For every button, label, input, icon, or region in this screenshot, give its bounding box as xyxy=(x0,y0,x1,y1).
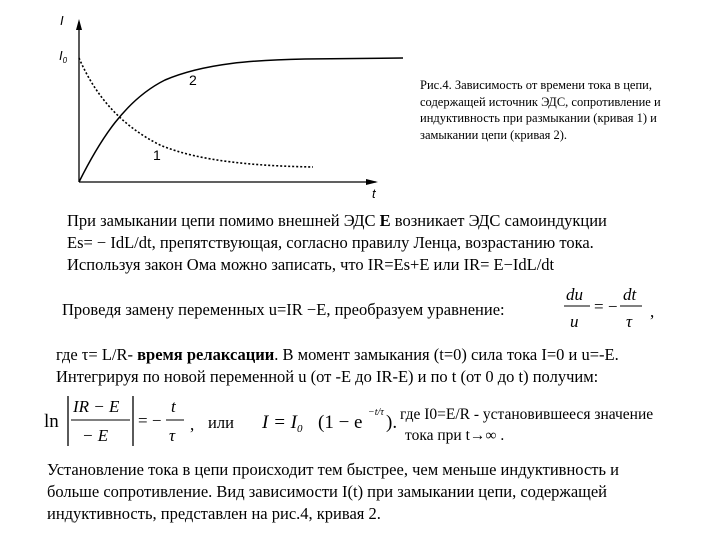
bold-relaxation-time: время релаксации xyxy=(137,345,275,364)
axis-t-label: t xyxy=(372,186,376,200)
eq2-comma: , xyxy=(190,415,195,434)
eq2-tau: τ xyxy=(169,426,176,445)
equation-du-u xyxy=(560,282,670,334)
curve-1-label: 1 xyxy=(153,147,161,163)
figure-caption: Рис.4. Зависимость от времени тока в цепи, содержащей источник ЭДС, сопротивление и индуктивность при размыкании (кривая 1) и замыкании цепи (кривая 2). xyxy=(420,78,661,142)
eq1-dt: dt xyxy=(623,285,637,304)
paragraph-4-line-1: Установление тока в цепи происходит тем быстрее, чем меньше индуктивность и xyxy=(47,460,619,479)
i0-label: $I_0$ xyxy=(59,48,68,65)
note-line-2: тока при t→∞ . xyxy=(405,427,505,444)
eq2-denominator: − E xyxy=(82,426,109,445)
eq3-exponent: −t/τ xyxy=(368,407,384,418)
note-line-1: где I0=E/R - установившееся значение xyxy=(400,406,654,423)
paragraph-4-line-3: индуктивность, представлен на рис.4, кривая 2. xyxy=(47,504,381,523)
paragraph-1-line-1 xyxy=(67,210,607,231)
text-fragment: При замыкании цепи помимо внешней ЭДС xyxy=(67,211,380,230)
equation-ln xyxy=(44,392,204,452)
eq3-lhs: $I = I_0$ xyxy=(262,412,303,435)
current-time-graph xyxy=(0,0,420,200)
eq3-close: ). xyxy=(386,412,398,433)
eq2-ln: ln xyxy=(44,411,59,432)
axis-i-label: I xyxy=(60,13,64,28)
eq2-numerator: IR − E xyxy=(73,397,120,416)
eq1-u: u xyxy=(570,312,579,331)
text-fragment: . В момент замыкания (t=0) сила тока I=0 и u=-E. xyxy=(274,345,619,364)
i-axis-arrow xyxy=(76,19,82,30)
paragraph-3-line-2: Интегрируя по новой переменной u (от -E до IR-E) и по t (от 0 до t) получим: xyxy=(56,367,599,386)
eq3-paren: (1 − e xyxy=(318,412,363,433)
text-fragment: где τ= L/R- xyxy=(56,345,138,364)
paragraph-1-line-2: Es= − IdL/dt, препятствующая, согласно правилу Ленца, возрастанию тока. xyxy=(67,233,594,252)
eq1-du: du xyxy=(566,285,583,304)
bold-emf: E xyxy=(379,211,391,230)
text-fragment: возникает ЭДС самоиндукции xyxy=(390,211,607,230)
eq2-equals-minus: = − xyxy=(138,411,162,430)
t-axis-arrow xyxy=(366,179,378,185)
paragraph-3-line-1 xyxy=(56,344,619,365)
paragraph-4-line-2: больше сопротивление. Вид зависимости I(t) при замыкании цепи, содержащей xyxy=(47,482,608,501)
eq1-equals-minus: = − xyxy=(594,297,618,316)
equation-current xyxy=(262,398,402,438)
eq1-tau: τ xyxy=(626,312,633,331)
eq2-t: t xyxy=(171,397,176,416)
paragraph-1-line-3: Используя закон Ома можно записать, что IR=Es+E или IR= E−IdL/dt xyxy=(67,255,555,274)
or-text: или xyxy=(208,413,234,432)
curve-2-label: 2 xyxy=(189,72,197,88)
eq1-comma: , xyxy=(650,302,655,321)
paragraph-2: Проведя замену переменных u=IR −E, преобразуем уравнение: xyxy=(62,300,505,319)
